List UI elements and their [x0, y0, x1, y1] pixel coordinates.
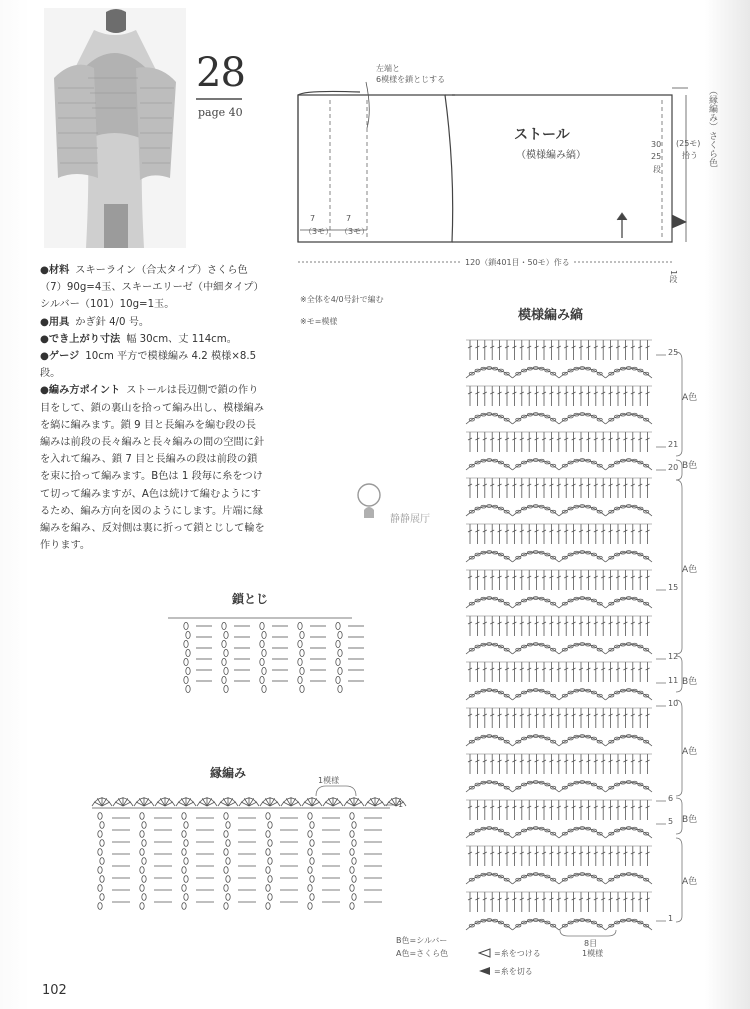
legend-a-color: A色=さくら色	[396, 949, 449, 958]
color-label-b-2: B色	[682, 677, 698, 687]
height-unit: 段	[653, 165, 661, 174]
tool-spec: ●用具 かぎ針 4/0 号。	[40, 316, 150, 328]
chain-arch-row	[466, 643, 652, 654]
edging-column	[350, 813, 382, 910]
stitch-row	[468, 340, 650, 360]
edging-shells	[92, 797, 406, 806]
color-label-b-1: B色	[682, 461, 698, 471]
edging-side-label: （縁編み）さくら色	[707, 86, 717, 167]
edging-repeat-bracket	[316, 786, 356, 796]
stitch-row	[468, 892, 650, 912]
edging-column	[182, 813, 214, 910]
row-label-11: 11	[668, 676, 679, 685]
segment-2-width: 7	[346, 214, 352, 223]
chain-join-column	[260, 622, 288, 692]
row-label-25: 25	[668, 348, 679, 357]
legend-cut: =糸を切る	[494, 967, 533, 976]
row-note: 1段	[669, 270, 678, 284]
row-label-5: 5	[668, 817, 674, 826]
edging-column	[140, 813, 172, 910]
page-number: 102	[42, 983, 67, 998]
cut-yarn-icon	[478, 966, 492, 976]
height-cm: 30	[651, 140, 662, 149]
chain-arch-row	[466, 367, 652, 378]
gauge-spec: ●ゲージ 10cm 平方で模様編み 4.2 模様×8.5 段。	[40, 351, 257, 380]
technique-spec: ●編み方ポイント ストールは長辺側で鎖の作り目をして、鎖の裏山を拾って編み出し、模様編みを縞に編みます。鎖 9 目と長編みを編む段の長編みは前段の長々編みと長々編みの間の空間に針を入れて編み、鎖 7 目と長編みの段は前段の鎖を束に拾って編みます。B色は 1 段毎に糸をつけて切って編みますが、A色は続けて編むようにするため、編み方向を図のようにします。片端に縁編みを編み、反対側は裏に折って鎖とじして輪を作ります。	[40, 385, 265, 552]
row-label-1: 1	[668, 914, 674, 923]
chain-join-column	[336, 622, 364, 692]
edging-row-label: 1	[398, 800, 404, 809]
row-label-6: 6	[668, 794, 674, 803]
row-label-21: 21	[668, 440, 679, 449]
segment-2-motif: （3モ）	[340, 227, 370, 236]
schematic-subtitle: （模様編み縞）	[516, 150, 586, 161]
schematic-title: ストール	[514, 127, 570, 143]
stitch-row	[468, 754, 650, 774]
note-hook-size: ※全体を4/0号針で編む	[300, 295, 384, 304]
pattern-number: 28	[196, 50, 245, 96]
chain-arch-row	[466, 735, 652, 746]
width-dimension: 120（鎖401目・50モ）作る	[462, 257, 573, 268]
row-label-10: 10	[668, 699, 679, 708]
chain-arch-row	[466, 413, 652, 424]
edging-title: 縁編み	[210, 766, 247, 780]
note-motif-abbrev: ※モ=模様	[300, 317, 338, 326]
stitch-row	[468, 846, 650, 866]
page-reference: page 40	[198, 106, 243, 119]
segment-1-motif: （3モ）	[304, 227, 334, 236]
edging-column	[224, 813, 256, 910]
chain-arch-row	[466, 781, 652, 792]
chain-arch-row	[466, 827, 652, 838]
stitch-row	[468, 478, 650, 498]
edging-column	[266, 813, 298, 910]
stitch-row	[468, 386, 650, 406]
color-label-a-4: A色	[682, 877, 698, 887]
stitch-row	[468, 800, 650, 820]
height-rows: 25	[651, 152, 662, 161]
chain-join-column	[298, 622, 326, 692]
chain-arch-row	[466, 551, 652, 562]
edging-column	[98, 813, 130, 910]
chain-arch-row	[466, 873, 652, 884]
repeat-bracket	[560, 930, 616, 936]
color-label-b-3: B色	[682, 815, 698, 825]
material-spec: ●材料 スキーライン（合太タイプ）さくら色（7）90g=4玉、スキーエリーゼ（中細タイプ）シルバー（101）10g=1玉。	[40, 265, 264, 311]
attach-yarn-icon	[478, 948, 492, 958]
legend-attach: =糸をつける	[494, 949, 541, 958]
chain-arch-row	[466, 597, 652, 608]
chain-join-column	[184, 622, 212, 692]
stitch-row	[468, 570, 650, 590]
chain-join-title: 鎖とじ	[232, 592, 269, 606]
stitch-row	[468, 708, 650, 728]
stitch-row	[468, 662, 650, 682]
legend-b-color: B色=シルバー	[396, 936, 448, 945]
schematic-note: 左端と	[376, 64, 400, 73]
stitch-row	[468, 432, 650, 452]
watermark-logo	[352, 480, 386, 524]
color-label-a-2: A色	[682, 565, 698, 575]
row-label-20: 20	[668, 463, 679, 472]
schematic-note-2: 6模様を鎖とじする	[376, 75, 446, 84]
stitch-row	[468, 616, 650, 636]
edging-column	[308, 813, 340, 910]
chain-arch-row	[466, 505, 652, 516]
repeat-label: 1模様	[582, 949, 604, 958]
color-label-a-3: A色	[682, 747, 698, 757]
row-label-12: 12	[668, 652, 679, 661]
chain-arch-row	[466, 459, 652, 470]
row-label-15: 15	[668, 583, 679, 592]
chain-arch-row	[466, 689, 652, 700]
color-label-a-1: A色	[682, 393, 698, 403]
height-pickup-note: 拾う	[682, 151, 698, 160]
stitch-chart-title: 模様編み縞	[518, 308, 584, 323]
chain-arch-row	[466, 919, 652, 930]
repeat-stitch-count: 8目	[584, 939, 598, 948]
size-spec: ●でき上がり寸法 幅 30cm、丈 114cm。	[40, 333, 237, 345]
watermark-text: 静静展厅	[390, 514, 430, 525]
segment-1-width: 7	[310, 214, 316, 223]
edging-repeat-label: 1模様	[318, 776, 340, 785]
height-motif-note: (25モ)	[676, 139, 701, 148]
chain-join-column	[222, 622, 250, 692]
stitch-row	[468, 524, 650, 544]
